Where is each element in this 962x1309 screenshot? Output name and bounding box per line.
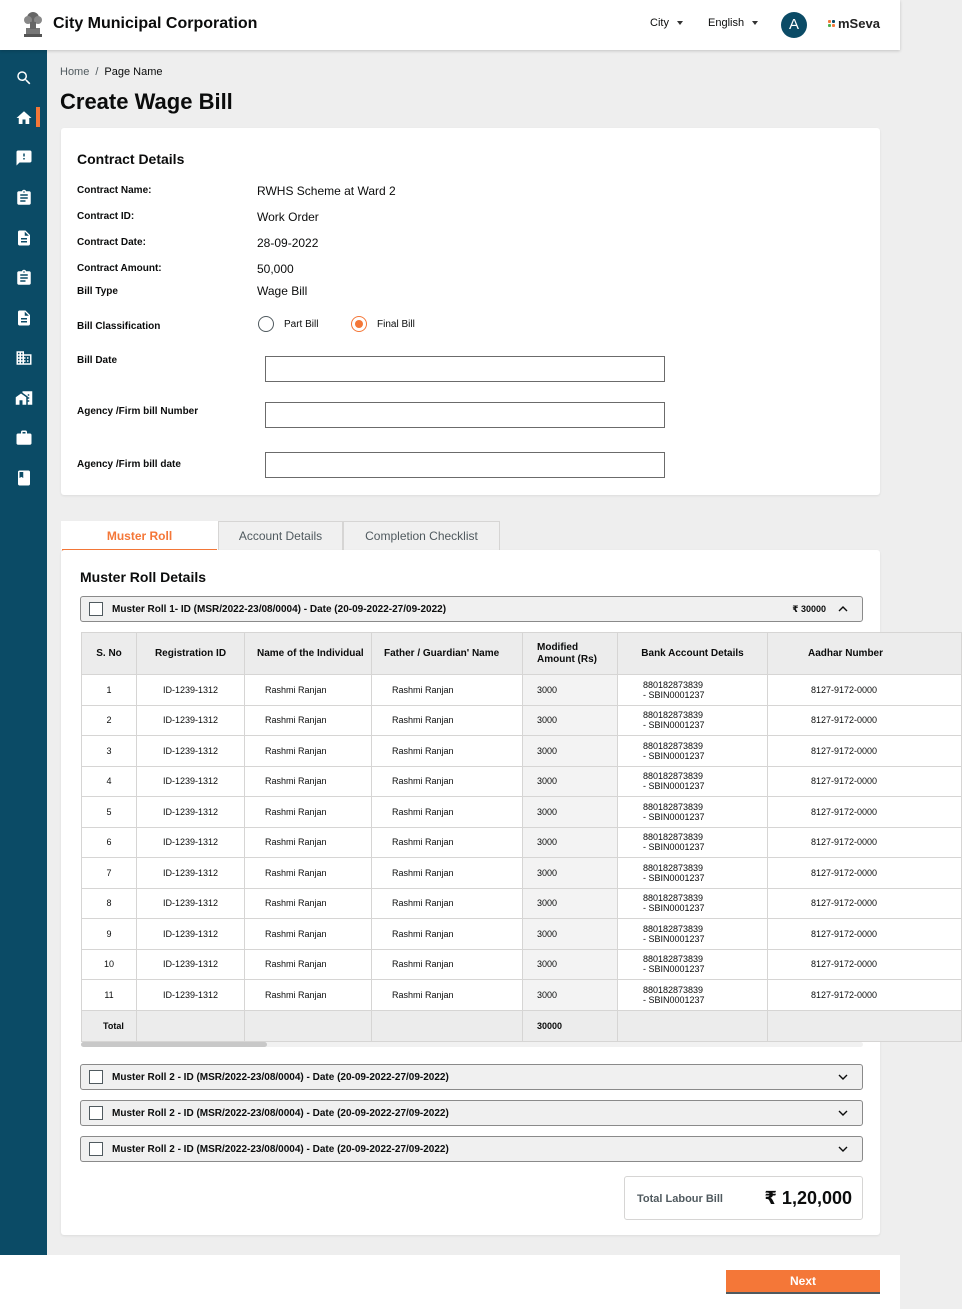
bank-ifsc-code: - SBIN0001237 xyxy=(643,750,705,761)
bill-classification-label: Bill Classification xyxy=(77,321,161,332)
caret-down-icon xyxy=(752,21,758,25)
cell-sno: 5 xyxy=(82,797,137,828)
page-title: Create Wage Bill xyxy=(60,89,233,114)
aadhar-number: 8127-9172-0000 xyxy=(811,776,878,787)
cell-aadhar xyxy=(768,766,962,797)
contract-name-value: RWHS Scheme at Ward 2 xyxy=(257,184,396,198)
cell-bank-account xyxy=(618,675,768,706)
cell-modified-amount: 3000 xyxy=(523,919,618,950)
part-bill-radio[interactable] xyxy=(258,316,318,332)
table-row xyxy=(82,888,962,919)
chevron-down-icon[interactable] xyxy=(838,1108,848,1118)
chevron-down-icon[interactable] xyxy=(838,1144,848,1154)
bank-ifsc-code: - SBIN0001237 xyxy=(643,842,705,853)
contract-date-label: Contract Date: xyxy=(77,237,146,248)
cell-aadhar xyxy=(768,919,962,950)
book-icon xyxy=(15,469,33,487)
mseva-logo-icon xyxy=(828,20,835,27)
cell-aadhar xyxy=(768,888,962,919)
total-labour-bill-label: Total Labour Bill xyxy=(637,1193,723,1205)
sidebar-item-document[interactable] xyxy=(0,218,47,258)
sidebar-item-organisation[interactable] xyxy=(0,338,47,378)
cell-bank-account xyxy=(618,919,768,950)
aadhar-number: 8127-9172-0000 xyxy=(811,745,878,756)
cell-aadhar xyxy=(768,705,962,736)
home-work-icon xyxy=(15,389,33,407)
cell-father-name: Rashmi Ranjan xyxy=(372,736,523,767)
total-amount: 30000 xyxy=(523,1010,618,1041)
cell-sno: 2 xyxy=(82,705,137,736)
muster-roll-2-title: Muster Roll 2 - ID (MSR/2022-23/08/0004) - Date (20-09-2022-27/09-2022) xyxy=(112,1071,449,1083)
language-dropdown-label: English xyxy=(708,17,745,29)
building-icon xyxy=(15,349,33,367)
state-emblem-icon xyxy=(22,8,44,40)
aadhar-number: 8127-9172-0000 xyxy=(811,837,878,848)
cell-aadhar xyxy=(768,949,962,980)
table-row xyxy=(82,980,962,1011)
final-bill-radio[interactable] xyxy=(351,316,415,332)
firm-bill-date-label: Agency /Firm bill date xyxy=(77,459,181,470)
aadhar-number: 8127-9172-0000 xyxy=(811,684,878,695)
cell-father-name: Rashmi Ranjan xyxy=(372,705,523,736)
document-icon xyxy=(15,309,33,327)
cell-sno: 10 xyxy=(82,949,137,980)
scrollbar-thumb[interactable] xyxy=(81,1042,267,1047)
muster-roll-1-checkbox[interactable] xyxy=(89,602,103,616)
aadhar-number: 8127-9172-0000 xyxy=(811,928,878,939)
cell-aadhar xyxy=(768,675,962,706)
next-button[interactable]: Next xyxy=(726,1270,880,1294)
cell-modified-amount: 3000 xyxy=(523,888,618,919)
aadhar-number: 8127-9172-0000 xyxy=(811,959,878,970)
cell-sno: 1 xyxy=(82,675,137,706)
table-row xyxy=(82,858,962,889)
contract-name-label: Contract Name: xyxy=(77,185,152,196)
sidebar-item-assignment[interactable] xyxy=(0,178,47,218)
cell-name: Rashmi Ranjan xyxy=(245,919,372,950)
bank-ifsc-code: - SBIN0001237 xyxy=(643,994,705,1005)
cell-name: Rashmi Ranjan xyxy=(245,827,372,858)
cell-aadhar xyxy=(768,980,962,1011)
breadcrumb-separator: / xyxy=(95,66,99,78)
table-row xyxy=(82,766,962,797)
sidebar-item-home[interactable] xyxy=(0,98,47,138)
cell-modified-amount: 3000 xyxy=(523,827,618,858)
cell-name: Rashmi Ranjan xyxy=(245,888,372,919)
bank-account-number: 880182873839 xyxy=(643,893,704,904)
muster-roll-3-checkbox[interactable] xyxy=(89,1106,103,1120)
total-labour-bill-box xyxy=(624,1176,863,1220)
firm-bill-number-input[interactable] xyxy=(265,402,665,428)
cell-sno: 8 xyxy=(82,888,137,919)
bank-account-number: 880182873839 xyxy=(643,740,704,751)
aadhar-number: 8127-9172-0000 xyxy=(811,715,878,726)
bank-ifsc-code: - SBIN0001237 xyxy=(643,872,705,883)
contract-date-value: 28-09-2022 xyxy=(257,236,319,250)
city-dropdown-label: City xyxy=(650,17,669,29)
contract-details-title: Contract Details xyxy=(77,151,185,167)
muster-roll-2-header[interactable] xyxy=(80,1064,863,1090)
chevron-down-icon[interactable] xyxy=(838,1072,848,1082)
bank-account-number: 880182873839 xyxy=(643,801,704,812)
action-footer xyxy=(0,1255,900,1309)
bill-type-label: Bill Type xyxy=(77,286,118,297)
cell-father-name: Rashmi Ranjan xyxy=(372,888,523,919)
cell-father-name: Rashmi Ranjan xyxy=(372,675,523,706)
firm-bill-date-input[interactable] xyxy=(265,452,665,478)
cell-father-name: Rashmi Ranjan xyxy=(372,766,523,797)
muster-roll-4-title: Muster Roll 2 - ID (MSR/2022-23/08/0004) - Date (20-09-2022-27/09-2022) xyxy=(112,1143,449,1155)
table-header-row xyxy=(82,633,962,675)
cell-name: Rashmi Ranjan xyxy=(245,675,372,706)
briefcase-icon xyxy=(15,429,33,447)
chevron-up-icon[interactable] xyxy=(838,604,848,614)
breadcrumb-home-link[interactable]: Home xyxy=(60,66,90,78)
clipboard-icon xyxy=(15,269,33,287)
cell-registration-id: ID-1239-1312 xyxy=(137,919,245,950)
search-icon xyxy=(15,69,33,87)
home-icon xyxy=(15,109,33,127)
muster-roll-table-container[interactable] xyxy=(81,632,884,1039)
cell-name: Rashmi Ranjan xyxy=(245,858,372,889)
muster-roll-1-header[interactable] xyxy=(80,596,863,622)
muster-roll-rows xyxy=(82,675,962,1011)
bill-type-value: Wage Bill xyxy=(257,284,308,298)
contract-details-card xyxy=(61,128,880,495)
top-header xyxy=(0,0,900,50)
cell-registration-id: ID-1239-1312 xyxy=(137,949,245,980)
bank-account-number: 880182873839 xyxy=(643,771,704,782)
table-row xyxy=(82,736,962,767)
bank-ifsc-code: - SBIN0001237 xyxy=(643,811,705,822)
city-dropdown[interactable] xyxy=(650,17,683,29)
cell-name: Rashmi Ranjan xyxy=(245,736,372,767)
cell-registration-id: ID-1239-1312 xyxy=(137,705,245,736)
table-row xyxy=(82,827,962,858)
feedback-icon xyxy=(15,149,33,167)
cell-registration-id: ID-1239-1312 xyxy=(137,858,245,889)
table-row xyxy=(82,919,962,950)
contract-amount-value: 50,000 xyxy=(257,262,294,276)
cell-sno: 11 xyxy=(82,980,137,1011)
sidebar-item-home-work[interactable] xyxy=(0,378,47,418)
cell-father-name: Rashmi Ranjan xyxy=(372,919,523,950)
bank-ifsc-code: - SBIN0001237 xyxy=(643,689,705,700)
breadcrumb-current: Page Name xyxy=(104,66,163,78)
cell-aadhar xyxy=(768,827,962,858)
cell-name: Rashmi Ranjan xyxy=(245,797,372,828)
cell-sno: 9 xyxy=(82,919,137,950)
cell-name: Rashmi Ranjan xyxy=(245,766,372,797)
radio-button-icon xyxy=(258,316,274,332)
mseva-logo xyxy=(828,16,880,31)
cell-father-name: Rashmi Ranjan xyxy=(372,858,523,889)
cell-sno: 3 xyxy=(82,736,137,767)
muster-roll-details-title: Muster Roll Details xyxy=(80,569,207,585)
contract-id-value: Work Order xyxy=(257,210,319,224)
cell-modified-amount: 3000 xyxy=(523,705,618,736)
bank-account-number: 880182873839 xyxy=(643,984,704,995)
sidebar-item-document-2[interactable] xyxy=(0,298,47,338)
bill-date-input[interactable] xyxy=(265,356,665,382)
col-header-name: Name of the Individual xyxy=(245,633,372,675)
sidebar-item-search[interactable] xyxy=(0,58,47,98)
cell-bank-account xyxy=(618,705,768,736)
cell-modified-amount: 3000 xyxy=(523,949,618,980)
cell-bank-account xyxy=(618,827,768,858)
col-header-sno: S. No xyxy=(82,633,137,675)
part-bill-label: Part Bill xyxy=(284,318,319,330)
sidebar-item-assignment-2[interactable] xyxy=(0,258,47,298)
contract-amount-label: Contract Amount: xyxy=(77,263,162,274)
cell-registration-id: ID-1239-1312 xyxy=(137,766,245,797)
table-row xyxy=(82,949,962,980)
muster-roll-3-title: Muster Roll 2 - ID (MSR/2022-23/08/0004) - Date (20-09-2022-27/09-2022) xyxy=(112,1107,449,1119)
cell-modified-amount: 3000 xyxy=(523,980,618,1011)
muster-roll-1-title: Muster Roll 1- ID (MSR/2022-23/08/0004) - Date (20-09-2022-27/09-2022) xyxy=(112,603,447,615)
table-row xyxy=(82,797,962,828)
final-bill-label: Final Bill xyxy=(377,318,415,330)
cell-aadhar xyxy=(768,797,962,828)
bank-account-number: 880182873839 xyxy=(643,710,704,721)
cell-modified-amount: 3000 xyxy=(523,736,618,767)
muster-roll-2-checkbox[interactable] xyxy=(89,1070,103,1084)
cell-registration-id: ID-1239-1312 xyxy=(137,736,245,767)
cell-registration-id: ID-1239-1312 xyxy=(137,888,245,919)
language-dropdown[interactable] xyxy=(708,17,758,29)
col-header-bank-account: Bank Account Details xyxy=(618,633,768,675)
muster-roll-3-header[interactable] xyxy=(80,1100,863,1126)
radio-selected-icon xyxy=(351,316,367,332)
bank-ifsc-code: - SBIN0001237 xyxy=(643,781,705,792)
col-header-aadhar: Aadhar Number xyxy=(768,633,962,675)
bank-account-number: 880182873839 xyxy=(643,862,704,873)
user-avatar[interactable]: A xyxy=(781,12,807,38)
cell-bank-account xyxy=(618,888,768,919)
bank-account-number: 880182873839 xyxy=(643,832,704,843)
bank-ifsc-code: - SBIN0001237 xyxy=(643,964,705,975)
sidebar-item-book[interactable] xyxy=(0,458,47,498)
cell-sno: 6 xyxy=(82,827,137,858)
bank-account-number: 880182873839 xyxy=(643,923,704,934)
muster-roll-4-header[interactable] xyxy=(80,1136,863,1162)
table-row xyxy=(82,675,962,706)
bill-date-label: Bill Date xyxy=(77,355,118,366)
muster-roll-1-amount: ₹ 30000 xyxy=(792,603,826,614)
cell-sno: 7 xyxy=(82,858,137,889)
cell-father-name: Rashmi Ranjan xyxy=(372,949,523,980)
bank-account-number: 880182873839 xyxy=(643,954,704,965)
cell-registration-id: ID-1239-1312 xyxy=(137,980,245,1011)
cell-bank-account xyxy=(618,949,768,980)
aadhar-number: 8127-9172-0000 xyxy=(811,806,878,817)
cell-modified-amount: 3000 xyxy=(523,797,618,828)
cell-registration-id: ID-1239-1312 xyxy=(137,675,245,706)
sidebar xyxy=(0,50,47,1255)
cell-name: Rashmi Ranjan xyxy=(245,705,372,736)
cell-sno: 4 xyxy=(82,766,137,797)
cell-bank-account xyxy=(618,766,768,797)
sidebar-item-work[interactable] xyxy=(0,418,47,458)
cell-father-name: Rashmi Ranjan xyxy=(372,980,523,1011)
cell-bank-account xyxy=(618,736,768,767)
cell-modified-amount: 3000 xyxy=(523,766,618,797)
total-label: Total xyxy=(82,1010,137,1041)
sidebar-item-complaints[interactable] xyxy=(0,138,47,178)
muster-roll-card xyxy=(61,550,884,1235)
cell-modified-amount: 3000 xyxy=(523,858,618,889)
firm-bill-number-label: Agency /Firm bill Number xyxy=(77,406,199,417)
mseva-brand-text: mSeva xyxy=(838,16,880,31)
aadhar-number: 8127-9172-0000 xyxy=(811,989,878,1000)
cell-bank-account xyxy=(618,980,768,1011)
cell-bank-account xyxy=(618,858,768,889)
col-header-modified-amount: Modified Amount (Rs) xyxy=(523,633,618,675)
table-total-row xyxy=(82,1010,962,1041)
tab-completion-checklist[interactable]: Completion Checklist xyxy=(343,521,500,550)
cell-aadhar xyxy=(768,858,962,889)
cell-father-name: Rashmi Ranjan xyxy=(372,827,523,858)
bank-ifsc-code: - SBIN0001237 xyxy=(643,720,705,731)
cell-registration-id: ID-1239-1312 xyxy=(137,827,245,858)
table-row xyxy=(82,705,962,736)
document-icon xyxy=(15,229,33,247)
cell-name: Rashmi Ranjan xyxy=(245,980,372,1011)
cell-aadhar xyxy=(768,736,962,767)
bank-ifsc-code: - SBIN0001237 xyxy=(643,933,705,944)
cell-name: Rashmi Ranjan xyxy=(245,949,372,980)
cell-bank-account xyxy=(618,797,768,828)
aadhar-number: 8127-9172-0000 xyxy=(811,898,878,909)
col-header-registration-id: Registration ID xyxy=(137,633,245,675)
tab-muster-roll[interactable]: Muster Roll xyxy=(61,521,218,550)
contract-id-label: Contract ID: xyxy=(77,211,135,222)
breadcrumb xyxy=(60,66,163,78)
cell-modified-amount: 3000 xyxy=(523,675,618,706)
aadhar-number: 8127-9172-0000 xyxy=(811,867,878,878)
col-header-father-name: Father / Guardian' Name xyxy=(372,633,523,675)
tab-account-details[interactable]: Account Details xyxy=(218,521,343,550)
cell-registration-id: ID-1239-1312 xyxy=(137,797,245,828)
cell-father-name: Rashmi Ranjan xyxy=(372,797,523,828)
org-title: City Municipal Corporation xyxy=(53,15,258,32)
total-labour-bill-value: ₹ 1,20,000 xyxy=(764,1188,852,1208)
muster-roll-table xyxy=(81,632,962,1042)
caret-down-icon xyxy=(677,21,683,25)
clipboard-icon xyxy=(15,189,33,207)
muster-roll-4-checkbox[interactable] xyxy=(89,1142,103,1156)
bank-account-number: 880182873839 xyxy=(643,679,704,690)
bank-ifsc-code: - SBIN0001237 xyxy=(643,903,705,914)
table-horizontal-scrollbar[interactable] xyxy=(81,1042,863,1047)
